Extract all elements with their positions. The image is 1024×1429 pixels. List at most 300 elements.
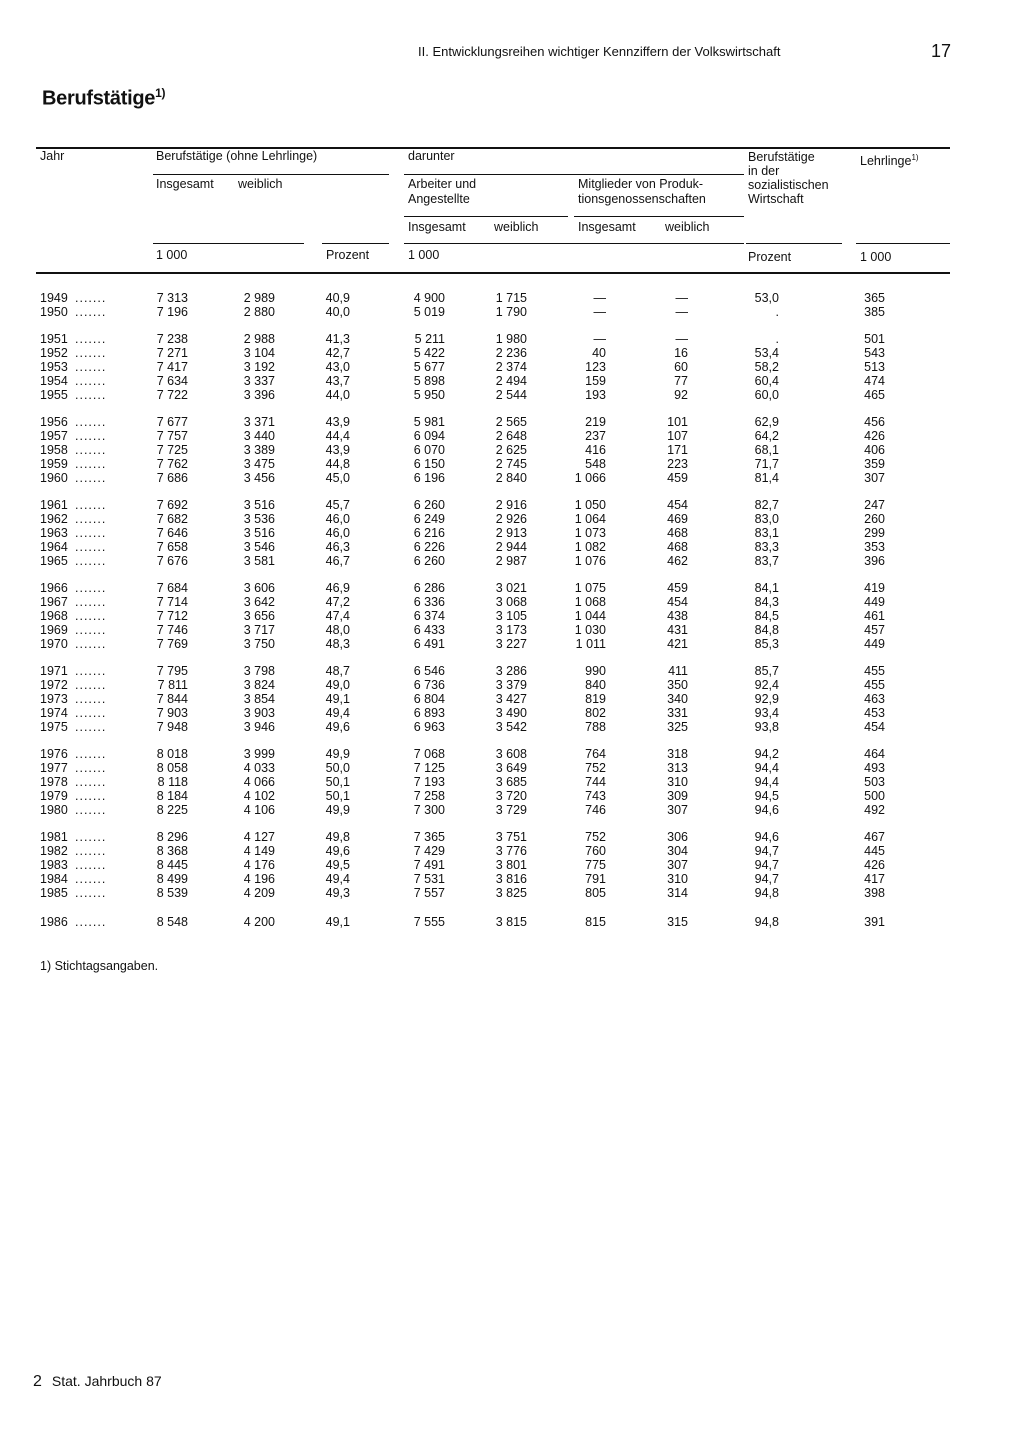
cell-arbeiter-insgesamt: 5 422 (413, 346, 445, 360)
cell-soz-prozent: 94,8 (754, 886, 779, 900)
cell-jahr: 1973 (40, 692, 68, 706)
cell-pg-weiblich: 101 (667, 415, 688, 429)
leader-dots: ....... (75, 374, 107, 388)
cell-jahr: 1986 (40, 915, 68, 929)
cell-weiblich: 3 396 (243, 388, 275, 402)
cell-weiblich: 2 989 (243, 291, 275, 305)
table-row (0, 595, 1024, 609)
leader-dots: ....... (75, 844, 107, 858)
cell-pg-insgesamt: — (593, 332, 606, 346)
cell-arbeiter-insgesamt: 7 193 (413, 775, 445, 789)
cell-weiblich: 3 516 (243, 526, 275, 540)
leader-dots: ....... (75, 664, 107, 678)
table-row (0, 526, 1024, 540)
header-lehrlinge-footnote-mark: 1) (911, 153, 919, 162)
cell-arbeiter-insgesamt: 6 094 (413, 429, 445, 443)
cell-pg-weiblich: 315 (667, 915, 688, 929)
header-arbeiter-line2: Angestellte (408, 192, 470, 206)
cell-arbeiter-insgesamt: 6 804 (413, 692, 445, 706)
header-mitglieder-line1: Mitglieder von Produk- (578, 177, 704, 191)
cell-pg-insgesamt: 1 068 (574, 595, 606, 609)
cell-insgesamt: 7 746 (156, 623, 188, 637)
header-soz-line3: sozialistischen (748, 178, 829, 192)
cell-soz-prozent: 92,9 (754, 692, 779, 706)
leader-dots: ....... (75, 747, 107, 761)
cell-lehrlinge: 260 (864, 512, 885, 526)
header-berufstaetige-ohne-lehrlinge: Berufstätige (ohne Lehrlinge) (156, 149, 318, 163)
cell-pg-insgesamt: 819 (585, 692, 606, 706)
header-pg-weiblich: weiblich (665, 220, 710, 234)
leader-dots: ....... (75, 803, 107, 817)
cell-soz-prozent: 93,8 (754, 720, 779, 734)
cell-lehrlinge: 391 (864, 915, 885, 929)
cell-arbeiter-insgesamt: 5 981 (413, 415, 445, 429)
cell-arbeiter-weiblich: 2 544 (495, 388, 527, 402)
cell-soz-prozent: . (775, 305, 779, 319)
cell-arbeiter-insgesamt: 6 893 (413, 706, 445, 720)
cell-lehrlinge: 445 (864, 844, 885, 858)
title-text: Berufstätige (42, 87, 156, 110)
table-row (0, 374, 1024, 388)
cell-insgesamt: 7 948 (156, 720, 188, 734)
cell-jahr: 1969 (40, 623, 68, 637)
cell-weiblich-prozent: 49,1 (325, 915, 350, 929)
header-soz-line2: in der (748, 164, 780, 178)
rule-units-c (404, 243, 744, 244)
cell-weiblich-prozent: 49,4 (325, 706, 350, 720)
cell-insgesamt: 8 225 (156, 803, 188, 817)
cell-jahr: 1968 (40, 609, 68, 623)
leader-dots: ....... (75, 429, 107, 443)
cell-jahr: 1983 (40, 858, 68, 872)
table-row (0, 803, 1024, 817)
cell-arbeiter-weiblich: 2 374 (495, 360, 527, 374)
cell-weiblich: 3 371 (243, 415, 275, 429)
cell-insgesamt: 8 018 (156, 747, 188, 761)
cell-pg-weiblich: 454 (667, 498, 688, 512)
cell-jahr: 1979 (40, 789, 68, 803)
cell-pg-weiblich: 459 (667, 581, 688, 595)
unit-prozent-weiblich: Prozent (326, 248, 370, 262)
header-jahr: Jahr (40, 149, 65, 163)
cell-lehrlinge: 417 (864, 872, 885, 886)
cell-weiblich: 4 200 (243, 915, 275, 929)
cell-pg-weiblich: 107 (667, 429, 688, 443)
cell-weiblich-prozent: 40,0 (325, 305, 350, 319)
table-row (0, 789, 1024, 803)
cell-arbeiter-insgesamt: 6 491 (413, 637, 445, 651)
cell-weiblich-prozent: 44,4 (325, 429, 350, 443)
cell-arbeiter-weiblich: 2 944 (495, 540, 527, 554)
leader-dots: ....... (75, 388, 107, 402)
cell-pg-insgesamt: 237 (585, 429, 606, 443)
cell-pg-weiblich: 468 (667, 526, 688, 540)
cell-jahr: 1982 (40, 844, 68, 858)
table-row (0, 305, 1024, 319)
cell-lehrlinge: 419 (864, 581, 885, 595)
unit-1000-berufstaetige: 1 000 (156, 248, 188, 262)
cell-arbeiter-insgesamt: 6 226 (413, 540, 445, 554)
cell-weiblich-prozent: 48,3 (325, 637, 350, 651)
cell-weiblich-prozent: 49,6 (325, 720, 350, 734)
cell-arbeiter-insgesamt: 7 555 (413, 915, 445, 929)
cell-insgesamt: 7 811 (157, 678, 188, 692)
cell-lehrlinge: 247 (864, 498, 885, 512)
cell-pg-weiblich: 310 (667, 872, 688, 886)
cell-soz-prozent: 94,6 (754, 830, 779, 844)
cell-lehrlinge: 457 (864, 623, 885, 637)
cell-weiblich-prozent: 48,7 (325, 664, 350, 678)
cell-lehrlinge: 449 (864, 595, 885, 609)
table-row (0, 915, 1024, 929)
cell-arbeiter-insgesamt: 6 260 (413, 554, 445, 568)
cell-jahr: 1976 (40, 747, 68, 761)
cell-pg-insgesamt: 1 082 (574, 540, 606, 554)
table-row (0, 858, 1024, 872)
cell-jahr: 1959 (40, 457, 68, 471)
table-row (0, 623, 1024, 637)
cell-weiblich-prozent: 50,1 (325, 775, 350, 789)
leader-dots: ....... (75, 332, 107, 346)
cell-insgesamt: 7 646 (156, 526, 188, 540)
cell-lehrlinge: 455 (864, 678, 885, 692)
cell-pg-weiblich: — (675, 291, 688, 305)
cell-insgesamt: 7 677 (156, 415, 188, 429)
cell-weiblich-prozent: 46,7 (325, 554, 350, 568)
cell-weiblich: 3 389 (243, 443, 275, 457)
cell-insgesamt: 7 271 (156, 346, 188, 360)
cell-insgesamt: 7 714 (156, 595, 188, 609)
cell-weiblich: 4 149 (243, 844, 275, 858)
cell-pg-weiblich: 421 (667, 637, 688, 651)
cell-arbeiter-weiblich: 3 427 (495, 692, 527, 706)
cell-insgesamt: 8 539 (156, 886, 188, 900)
rule-units-b (322, 243, 389, 244)
cell-pg-weiblich: 469 (667, 512, 688, 526)
header-aa-weiblich: weiblich (494, 220, 539, 234)
cell-soz-prozent: 94,6 (754, 803, 779, 817)
cell-weiblich: 3 798 (243, 664, 275, 678)
cell-arbeiter-weiblich: 2 913 (495, 526, 527, 540)
cell-pg-weiblich: 340 (667, 692, 688, 706)
table-row (0, 498, 1024, 512)
cell-soz-prozent: 94,5 (754, 789, 779, 803)
leader-dots: ....... (75, 305, 107, 319)
cell-jahr: 1985 (40, 886, 68, 900)
table-row (0, 775, 1024, 789)
cell-lehrlinge: 454 (864, 720, 885, 734)
cell-pg-insgesamt: 990 (585, 664, 606, 678)
cell-jahr: 1971 (40, 664, 68, 678)
cell-jahr: 1957 (40, 429, 68, 443)
cell-arbeiter-weiblich: 3 021 (495, 581, 527, 595)
cell-arbeiter-insgesamt: 7 068 (413, 747, 445, 761)
cell-arbeiter-weiblich: 2 236 (495, 346, 527, 360)
cell-pg-insgesamt: 1 030 (574, 623, 606, 637)
cell-pg-insgesamt: 743 (585, 789, 606, 803)
cell-pg-weiblich: 307 (667, 858, 688, 872)
leader-dots: ....... (75, 554, 107, 568)
rule-aa (404, 216, 568, 217)
cell-arbeiter-insgesamt: 7 365 (413, 830, 445, 844)
cell-lehrlinge: 464 (864, 747, 885, 761)
cell-jahr: 1953 (40, 360, 68, 374)
cell-insgesamt: 7 769 (156, 637, 188, 651)
cell-lehrlinge: 365 (864, 291, 885, 305)
cell-insgesamt: 7 795 (156, 664, 188, 678)
cell-arbeiter-insgesamt: 5 211 (414, 332, 445, 346)
cell-soz-prozent: 84,1 (754, 581, 779, 595)
cell-pg-weiblich: 77 (674, 374, 688, 388)
footer-number: 2 (33, 1373, 42, 1390)
cell-pg-weiblich: 60 (674, 360, 688, 374)
cell-weiblich-prozent: 50,0 (325, 761, 350, 775)
cell-arbeiter-insgesamt: 6 249 (413, 512, 445, 526)
cell-soz-prozent: 94,7 (754, 872, 779, 886)
cell-soz-prozent: 94,4 (754, 775, 779, 789)
header-aa-insgesamt: Insgesamt (408, 220, 466, 234)
cell-arbeiter-weiblich: 1 980 (495, 332, 527, 346)
cell-soz-prozent: 53,4 (754, 346, 779, 360)
header-mitglieder-line2: tionsgenossenschaften (578, 192, 706, 206)
cell-arbeiter-insgesamt: 4 900 (413, 291, 445, 305)
cell-arbeiter-weiblich: 2 648 (495, 429, 527, 443)
table-row (0, 429, 1024, 443)
cell-lehrlinge: 307 (864, 471, 885, 485)
page-footer (33, 1373, 162, 1391)
cell-arbeiter-weiblich: 2 745 (495, 457, 527, 471)
cell-insgesamt: 8 499 (156, 872, 188, 886)
table-row (0, 388, 1024, 402)
cell-arbeiter-weiblich: 3 105 (495, 609, 527, 623)
unit-1000-darunter: 1 000 (408, 248, 440, 262)
cell-lehrlinge: 396 (864, 554, 885, 568)
cell-insgesamt: 7 903 (156, 706, 188, 720)
leader-dots: ....... (75, 346, 107, 360)
cell-soz-prozent: 84,8 (754, 623, 779, 637)
cell-pg-insgesamt: 1 076 (574, 554, 606, 568)
cell-arbeiter-weiblich: 3 825 (495, 886, 527, 900)
cell-jahr: 1970 (40, 637, 68, 651)
cell-weiblich-prozent: 48,0 (325, 623, 350, 637)
cell-pg-insgesamt: 815 (585, 915, 606, 929)
cell-arbeiter-insgesamt: 5 898 (413, 374, 445, 388)
cell-lehrlinge: 385 (864, 305, 885, 319)
cell-insgesamt: 7 686 (156, 471, 188, 485)
cell-weiblich: 3 546 (243, 540, 275, 554)
table-head-bottom-rule (36, 272, 950, 274)
cell-weiblich: 3 192 (243, 360, 275, 374)
table-row (0, 761, 1024, 775)
header-weiblich: weiblich (238, 177, 283, 191)
table-row (0, 872, 1024, 886)
leader-dots: ....... (75, 540, 107, 554)
cell-pg-weiblich: 454 (667, 595, 688, 609)
cell-soz-prozent: 94,7 (754, 844, 779, 858)
leader-dots: ....... (75, 526, 107, 540)
table-row (0, 720, 1024, 734)
cell-lehrlinge: 453 (864, 706, 885, 720)
leader-dots: ....... (75, 678, 107, 692)
cell-arbeiter-weiblich: 3 720 (495, 789, 527, 803)
leader-dots: ....... (75, 637, 107, 651)
cell-arbeiter-weiblich: 1 715 (495, 291, 527, 305)
page-title (42, 86, 165, 111)
cell-arbeiter-weiblich: 3 685 (495, 775, 527, 789)
cell-pg-insgesamt: 764 (585, 747, 606, 761)
cell-arbeiter-weiblich: 3 751 (495, 830, 527, 844)
cell-insgesamt: 8 118 (157, 775, 188, 789)
cell-arbeiter-weiblich: 3 227 (495, 637, 527, 651)
cell-pg-weiblich: 92 (674, 388, 688, 402)
table-row (0, 886, 1024, 900)
cell-lehrlinge: 467 (864, 830, 885, 844)
cell-insgesamt: 7 692 (156, 498, 188, 512)
cell-insgesamt: 7 757 (156, 429, 188, 443)
cell-lehrlinge: 426 (864, 858, 885, 872)
table-row (0, 415, 1024, 429)
leader-dots: ....... (75, 595, 107, 609)
cell-jahr: 1984 (40, 872, 68, 886)
cell-jahr: 1956 (40, 415, 68, 429)
cell-weiblich: 3 854 (243, 692, 275, 706)
cell-pg-weiblich: 438 (667, 609, 688, 623)
cell-weiblich-prozent: 46,9 (325, 581, 350, 595)
cell-pg-insgesamt: 1 044 (574, 609, 606, 623)
cell-arbeiter-insgesamt: 6 216 (413, 526, 445, 540)
cell-soz-prozent: 92,4 (754, 678, 779, 692)
cell-arbeiter-weiblich: 3 542 (495, 720, 527, 734)
table-row (0, 360, 1024, 374)
cell-jahr: 1967 (40, 595, 68, 609)
cell-soz-prozent: . (775, 332, 779, 346)
cell-weiblich-prozent: 45,7 (325, 498, 350, 512)
cell-pg-weiblich: 411 (668, 664, 688, 678)
header-darunter: darunter (408, 149, 455, 163)
cell-weiblich: 4 196 (243, 872, 275, 886)
cell-insgesamt: 7 313 (156, 291, 188, 305)
cell-arbeiter-weiblich: 2 987 (495, 554, 527, 568)
cell-soz-prozent: 85,3 (754, 637, 779, 651)
cell-weiblich-prozent: 49,4 (325, 872, 350, 886)
table-row (0, 678, 1024, 692)
cell-lehrlinge: 465 (864, 388, 885, 402)
leader-dots: ....... (75, 471, 107, 485)
cell-pg-insgesamt: 40 (592, 346, 606, 360)
cell-pg-weiblich: 309 (667, 789, 688, 803)
cell-weiblich: 3 475 (243, 457, 275, 471)
cell-jahr: 1964 (40, 540, 68, 554)
cell-pg-weiblich: 306 (667, 830, 688, 844)
cell-arbeiter-weiblich: 2 926 (495, 512, 527, 526)
cell-lehrlinge: 353 (864, 540, 885, 554)
cell-weiblich: 3 946 (243, 720, 275, 734)
table-row (0, 706, 1024, 720)
cell-lehrlinge: 474 (864, 374, 885, 388)
cell-lehrlinge: 492 (864, 803, 885, 817)
cell-arbeiter-insgesamt: 6 736 (413, 678, 445, 692)
cell-weiblich: 4 033 (243, 761, 275, 775)
cell-soz-prozent: 60,0 (754, 388, 779, 402)
cell-insgesamt: 7 634 (156, 374, 188, 388)
cell-soz-prozent: 83,0 (754, 512, 779, 526)
page-number: 17 (931, 41, 952, 61)
cell-weiblich-prozent: 40,9 (325, 291, 350, 305)
cell-weiblich: 3 337 (243, 374, 275, 388)
cell-pg-insgesamt: 123 (585, 360, 606, 374)
cell-jahr: 1977 (40, 761, 68, 775)
cell-pg-insgesamt: 416 (585, 443, 606, 457)
cell-lehrlinge: 449 (864, 637, 885, 651)
leader-dots: ....... (75, 457, 107, 471)
cell-arbeiter-insgesamt: 6 374 (413, 609, 445, 623)
cell-weiblich-prozent: 49,3 (325, 886, 350, 900)
cell-weiblich-prozent: 47,2 (325, 595, 350, 609)
cell-pg-insgesamt: 760 (585, 844, 606, 858)
cell-insgesamt: 8 368 (156, 844, 188, 858)
leader-dots: ....... (75, 623, 107, 637)
leader-dots: ....... (75, 789, 107, 803)
cell-arbeiter-weiblich: 1 790 (495, 305, 527, 319)
cell-arbeiter-insgesamt: 6 150 (413, 457, 445, 471)
table-row (0, 747, 1024, 761)
cell-insgesamt: 8 445 (156, 858, 188, 872)
cell-pg-insgesamt: 788 (585, 720, 606, 734)
cell-pg-weiblich: 304 (667, 844, 688, 858)
cell-insgesamt: 7 658 (156, 540, 188, 554)
cell-arbeiter-weiblich: 3 801 (495, 858, 527, 872)
cell-weiblich: 3 440 (243, 429, 275, 443)
cell-jahr: 1978 (40, 775, 68, 789)
cell-pg-weiblich: 313 (667, 761, 688, 775)
cell-arbeiter-weiblich: 3 173 (495, 623, 527, 637)
leader-dots: ....... (75, 581, 107, 595)
cell-pg-weiblich: 325 (667, 720, 688, 734)
cell-lehrlinge: 500 (864, 789, 885, 803)
cell-arbeiter-insgesamt: 7 258 (413, 789, 445, 803)
cell-arbeiter-insgesamt: 5 677 (413, 360, 445, 374)
cell-soz-prozent: 93,4 (754, 706, 779, 720)
leader-dots: ....... (75, 706, 107, 720)
cell-insgesamt: 8 296 (156, 830, 188, 844)
cell-pg-insgesamt: 1 075 (574, 581, 606, 595)
cell-jahr: 1960 (40, 471, 68, 485)
cell-insgesamt: 7 722 (156, 388, 188, 402)
rule-pg (574, 216, 744, 217)
cell-weiblich-prozent: 43,9 (325, 443, 350, 457)
cell-arbeiter-weiblich: 2 916 (495, 498, 527, 512)
cell-soz-prozent: 62,9 (754, 415, 779, 429)
cell-pg-insgesamt: 746 (585, 803, 606, 817)
cell-insgesamt: 7 762 (156, 457, 188, 471)
cell-pg-weiblich: 331 (667, 706, 688, 720)
leader-dots: ....... (75, 775, 107, 789)
cell-jahr: 1975 (40, 720, 68, 734)
leader-dots: ....... (75, 761, 107, 775)
cell-insgesamt: 8 058 (156, 761, 188, 775)
cell-jahr: 1965 (40, 554, 68, 568)
cell-jahr: 1952 (40, 346, 68, 360)
cell-jahr: 1981 (40, 830, 68, 844)
cell-pg-weiblich: 318 (667, 747, 688, 761)
cell-weiblich-prozent: 41,3 (325, 332, 350, 346)
cell-soz-prozent: 64,2 (754, 429, 779, 443)
cell-soz-prozent: 83,7 (754, 554, 779, 568)
cell-weiblich: 4 102 (243, 789, 275, 803)
cell-pg-weiblich: — (675, 332, 688, 346)
running-header: II. Entwicklungsreihen wichtiger Kennziffern der Volkswirtschaft (418, 44, 781, 59)
cell-weiblich-prozent: 42,7 (325, 346, 350, 360)
